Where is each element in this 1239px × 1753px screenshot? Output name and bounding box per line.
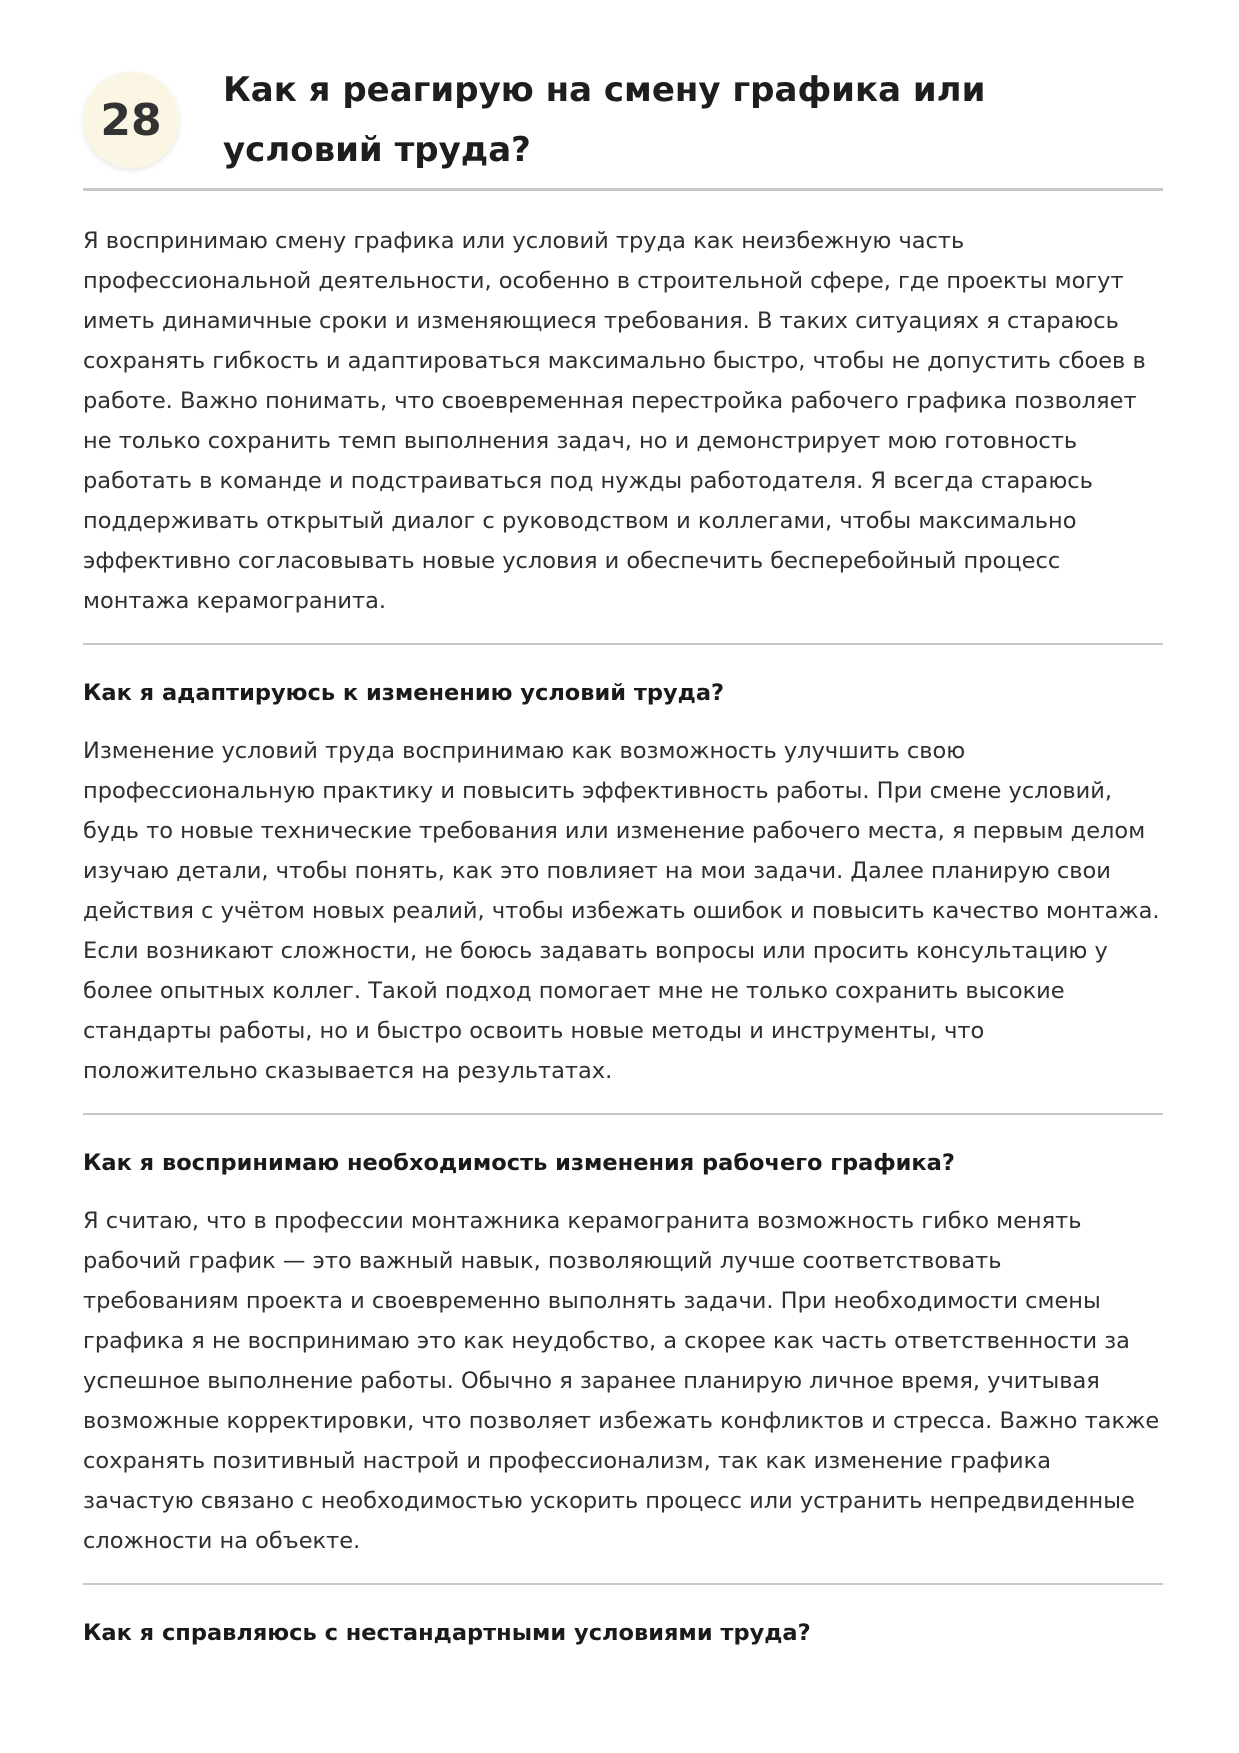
intro-paragraph: Я воспринимаю смену графика или условий труда как неизбежную часть профессиональной деятельности, особенно в строительной сфере, где проекты могут иметь динамичные сроки и изменяющиеся требования. В таких ситуациях я стараюсь сохранять гибкость и адаптироваться максимально быстро, чтобы не допустить сбоев в работе. Важно понимать, что своевременная перестройка рабочего графика позволяет не только сохранить темп выполнения задач, но и демонстрирует мою готовность работать в команде и подстраиваться под нужды работодателя. Я всегда стараюсь поддерживать открытый диалог с руководством и коллегами, чтобы максимально эффективно согласовывать новые условия и обеспечить бесперебойный процесс монтажа керамогранита. [83,228,1146,614]
section-text-schedule-change: Я считаю, что в профессии монтажника керамогранита возможность гибко менять рабочий график — это важный навык, позволяющий лучше соответствовать требованиям проекта и своевременно выполнять задачи. При необходимости смены графика я не воспринимаю это как неудобство, а скорее как часть ответственности за успешное выполнение работы. Обычно я заранее планирую личное время, учитывая возможные корректировки, что позволяет избежать конфликтов и стресса. Важно также сохранять позитивный настрой и профессионализм, так как изменение графика зачастую связано с необходимостью ускорить процесс или устранить непредвиденные сложности на объекте. [83,1208,1160,1554]
question-title: Как я реагирую на смену графика или условий труда? [223,70,986,170]
section-text-adaptation: Изменение условий труда воспринимаю как возможность улучшить свою профессиональную практику и повысить эффективность работы. При смене условий, будь то новые технические требования или изменение рабочего места, я первым делом изучаю детали, чтобы понять, как это повлияет на мои задачи. Далее планирую свои действия с учётом новых реалий, чтобы избежать ошибок и повысить качество монтажа. Если возникают сложности, не боюсь задавать вопросы или просить консультацию у более опытных коллег. Такой подход помогает мне не только сохранить высокие стандарты работы, но и быстро освоить новые методы и инструменты, что положительно сказывается на результатах. [83,738,1160,1084]
section-heading-schedule-change: Как я воспринимаю необходимость изменения рабочего графика? [83,1150,955,1176]
question-number-badge: 28 [83,72,179,168]
document-page [83,60,1163,1671]
section-heading-nonstandard-conditions: Как я справляюсь с нестандартными условиями труда? [83,1620,811,1646]
question-header [83,60,1163,191]
section-heading-adaptation: Как я адаптируюсь к изменению условий труда? [83,680,725,706]
